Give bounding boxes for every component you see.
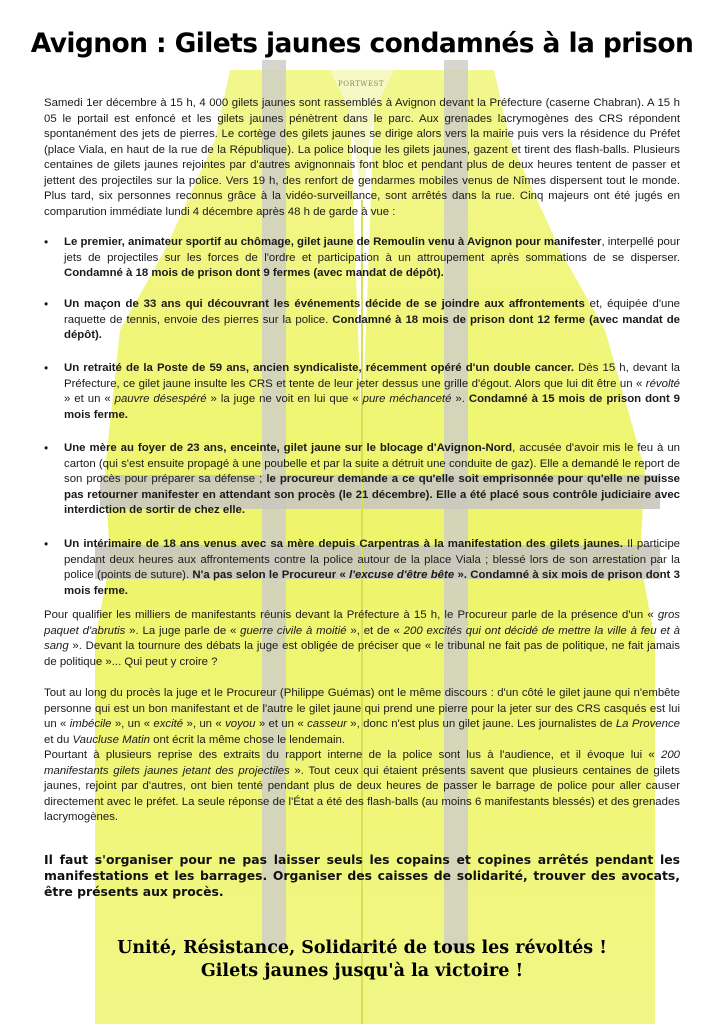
paragraph-police-report: Pourtant à plusieurs reprise des extraits du rapport interne de la police sont lus à l'audience, et il évoque lui « 200 manifestants gilets jaunes jetant des projectiles ». Tout ceux qui étaient présents savent que plusieurs centaines de gilets jaunes, rejoint par d'autres, ont bien tenté pendant plus de deux heures de passer le barrage de police pour aller causer directement avec le préfet. La seule réponse de l'État a été des flash-balls (au moins 6 manifestants blessés) et des grenades lacrymogènes.: [44, 749, 680, 823]
list-item: • Un maçon de 33 ans qui découvrant les événements décide de se joindre aux affrontements et, équipée d'une raquette de tennis, envoie des pierres sur la police. Condamné à 18 mois de prison dont 12 ferme (avec mandat de dépôt).: [44, 297, 681, 341]
bullet-dot-icon: •: [44, 297, 49, 311]
bullet-dot-icon: •: [44, 441, 49, 455]
paragraph-prosecutor: Pour qualifier les milliers de manifestants réunis devant la Préfecture à 15 h, le Procureur parle de la présence d'un « gros paquet d'abrutis ». La juge parle de « guerre civile à moitié », et de « 200 excités qui ont décidé de mettre la ville à feu et à sang ». Devant la tournure des débats la juge est obligée de préciser que « le tribunal ne fait pas de politique, ne fait jamais de politique »... Qui peut y croire ?: [44, 609, 680, 668]
list-item: • Un retraité de la Poste de 59 ans, ancien syndicaliste, récemment opéré d'un double cancer. Dès 15 h, devant la Préfecture, ce gilet jaune insulte les CRS et tente de leur jeter dessus une grille d'égout. Alors que lui dit être un « révolté » et un « pauvre désespéré » la juge ne voit en lui que « pure méchanceté ». Condamné à 15 mois de prison dont 9 mois ferme.: [44, 361, 681, 421]
bullet-dot-icon: •: [44, 537, 49, 551]
intro-paragraph: Samedi 1er décembre à 15 h, 4 000 gilets jaunes sont rassemblés à Avignon devant la Préfecture (caserne Chabran). A 15 h 05 le portail est enfoncé et les gilets jaunes pénètrent dans le parc. Aux grenades lacrymogènes des CRS répondent spontanément des jets de pierres. Le cortège des gilets jaunes se dirige alors vers la mairie puis vers la résidence du Préfet (place Viala, en haut de la rue de la République). La police bloque les gilets jaunes, gazent et tirent des flash-balls. Plusieurs centaines de gilets jaunes rejointes par d'autres avignonnais font bloc et pendant plus de deux heures tentent de passer et jettent des projectiles sur la police. Vers 19 h, des renfort de gendarmes mobiles venus de Nîmes dispersent tout le monde. Plus tard, six personnes reconnus grâce à la vidéo-surveillance, sont arrêtés dans la rue. Cinq majeurs ont été jugés en comparution immédiate lundi 4 décembre après 48 h de garde à vue :: [44, 97, 680, 218]
bullet-dot-icon: •: [44, 361, 49, 375]
vest-brand-label: PORTWEST: [338, 80, 385, 88]
list-item: • Un intérimaire de 18 ans venus avec sa mère depuis Carpentras à la manifestation des gilets jaunes. Il participe pendant deux heures aux affrontements contre la police autour de la place Viala ; blessé lors de son arrestation par la police (points de suture). N'a pas selon le Procureur « l'excuse d'être bête ». Condamné à six mois de prison dont 3 mois ferme.: [44, 537, 680, 597]
page-title: Avignon : Gilets jaunes condamnés à la prison: [30, 28, 694, 59]
bullet-dot-icon: •: [44, 235, 49, 249]
call-to-action: Il faut s'organiser pour ne pas laisser seuls les copains et copines arrêtés pendant les manifestations et les barrages. Organiser des caisses de solidarité, trouver des avocats, être présents aux procès.: [44, 852, 680, 899]
paragraph-trial-discourse: Tout au long du procès la juge et le Procureur (Philippe Guémas) ont le même discours : d'un côté le gilet jaune qui n'embête personne qui est un bon manifestant et de l'autre le gilet jaune qui prend une pierre pour la jeter sur des CRS casqués est lui un « imbécile », un « excité », un « voyou » et un « casseur », donc n'est plus un gilet jaune. Les journalistes de La Provence et du Vaucluse Matin ont écrit la même chose le lendemain.: [44, 687, 680, 746]
slogan-unity: Unité, Résistance, Solidarité de tous les révoltés !: [117, 938, 607, 958]
list-item: • Une mère au foyer de 23 ans, enceinte, gilet jaune sur le blocage d'Avignon-Nord, accusée d'avoir mis le feu à un carton (qui s'est ensuite propagé à une poubelle et par la suite a détruit une conduite de gaz). Elle a demandé le report de son procès pour préparer sa défense ; le procureur demande a ce qu'elle soit emprisonnée pour qu'elle ne puisse pas retourner manifester en attendant son procès (le 21 décembre). Elle a été placé sous contrôle judiciaire avec interdiction de sortir de chez elle.: [44, 441, 681, 516]
list-item: • Le premier, animateur sportif au chômage, gilet jaune de Remoulin venu à Avignon pour manifester, interpellé pour jets de projectiles sur les forces de l'ordre et participation à un attroupement après sommations de se disperser. Condamné à 18 mois de prison dont 9 fermes (avec mandat de dépôt).: [44, 235, 680, 279]
slogan-victory: Gilets jaunes jusqu'à la victoire !: [200, 961, 524, 981]
